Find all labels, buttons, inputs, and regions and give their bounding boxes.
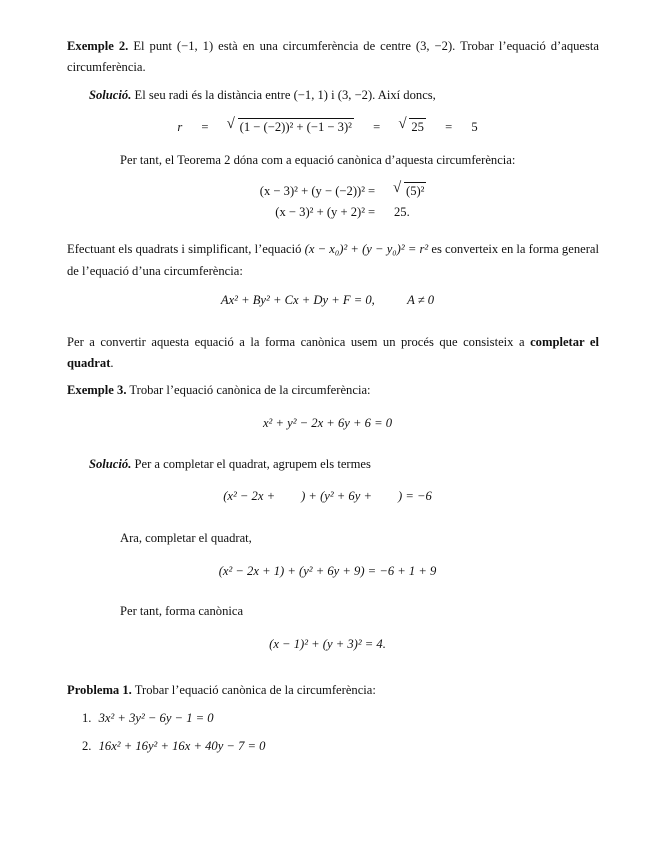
solucio-1-heading: Solució. (89, 88, 132, 102)
exemple-3-heading: Exemple 3. (67, 383, 127, 397)
efectuant-formula: (x − x₀)² + (y − y₀)² = r² (304, 242, 429, 256)
radius-eq-sign-2: = (373, 120, 381, 134)
convertir-end: . (110, 356, 114, 370)
solucio-2-paragraph (89, 454, 371, 474)
convertir-paragraph (67, 332, 599, 374)
list-item-equation: 16x² + 16y² + 16x + 40y − 7 = 0 (98, 739, 266, 753)
general-equation (0, 290, 655, 310)
radius-lhs: r (177, 120, 183, 134)
radius-sqrt-25: 25 (411, 120, 424, 134)
radius-eq-sign-1: = (201, 120, 209, 134)
efectuant-paragraph (67, 238, 599, 282)
list-item-equation: 3x² + 3y² − 6y − 1 = 0 (98, 711, 214, 725)
derivation-line-1-rhs: (5)² (406, 184, 425, 198)
grouped-eq-b: ) + (y² + 6y + (301, 489, 372, 503)
list-item (82, 736, 265, 756)
ara-text: Ara, completar el quadrat, (120, 531, 252, 545)
exemple-3-paragraph (67, 380, 371, 400)
solucio-2-heading: Solució. (89, 457, 132, 471)
derivation-line-2-eq: = (368, 205, 376, 219)
convertir-bold: completar el quadrat (67, 335, 599, 370)
radius-sqrt-content: (1 − (−2))² + (−1 − 3)² (239, 120, 352, 134)
list-item-number: 2. (82, 739, 92, 753)
exemple-3-eq: x² + y² − 2x + 6y + 6 = 0 (262, 416, 393, 430)
radius-result: 5 (471, 120, 478, 134)
list-item-number: 1. (82, 711, 92, 725)
convertir-text: Per a convertir aquesta equació a la forma canònica usem un procés que consisteix a (67, 335, 525, 349)
general-condition: A ≠ 0 (407, 293, 435, 307)
exemple-2-text: El punt (−1, 1) està en una circumferència de centre (3, −2). Trobar l’equació d’aquesta circumferència. (67, 39, 599, 74)
problema-1-text: Trobar l’equació canònica de la circumferència: (134, 683, 376, 697)
problema-1-paragraph (67, 680, 376, 700)
derivation-line-2-lhs: (x − 3)² + (y + 2)² (275, 205, 365, 219)
list-item (82, 708, 214, 728)
pertant-text: Per tant, forma canònica (120, 604, 244, 618)
exemple-2-heading: Exemple 2. (67, 39, 129, 53)
grouped-eq-a: (x² − 2x + (223, 489, 276, 503)
grouped-eq-c: ) = −6 (397, 489, 432, 503)
solucio-1-paragraph (89, 85, 436, 105)
canonical-derivation (0, 181, 655, 225)
solucio-1-text: El seu radi és la distància entre (−1, 1) i (3, −2). Així doncs, (134, 88, 436, 102)
completed-equation (0, 561, 655, 581)
solucio-2-text: Per a completar el quadrat, agrupem els termes (134, 457, 371, 471)
exemple-3-equation (0, 413, 655, 433)
canonical-equation (0, 634, 655, 654)
exemple-3-text: Trobar l’equació canònica de la circumferència: (129, 383, 371, 397)
canonical-eq: (x − 1)² + (y + 3)² = 4. (269, 637, 386, 651)
teorema-text: Per tant, el Teorema 2 dóna com a equació canònica d’aquesta circumferència: (120, 153, 516, 167)
completed-eq: (x² − 2x + 1) + (y² + 6y + 9) = −6 + 1 + 9 (218, 564, 437, 578)
general-eq: Ax² + By² + Cx + Dy + F = 0, (220, 293, 375, 307)
radius-eq-sign-3: = (445, 120, 453, 134)
radius-equation (0, 117, 655, 137)
derivation-line-1-lhs: (x − 3)² + (y − (−2))² (259, 184, 365, 198)
derivation-line-1-eq: = (368, 184, 376, 198)
grouped-equation (0, 486, 655, 506)
efectuant-text-before: Efectuant els quadrats i simplificant, l’equació (67, 242, 302, 256)
problema-1-heading: Problema 1. (67, 683, 132, 697)
exemple-2-paragraph (67, 36, 599, 78)
efectuant-text-after: es converteix en la forma general de l’equació d’una circumferència: (67, 242, 599, 278)
derivation-line-2-rhs: 25. (394, 205, 410, 219)
